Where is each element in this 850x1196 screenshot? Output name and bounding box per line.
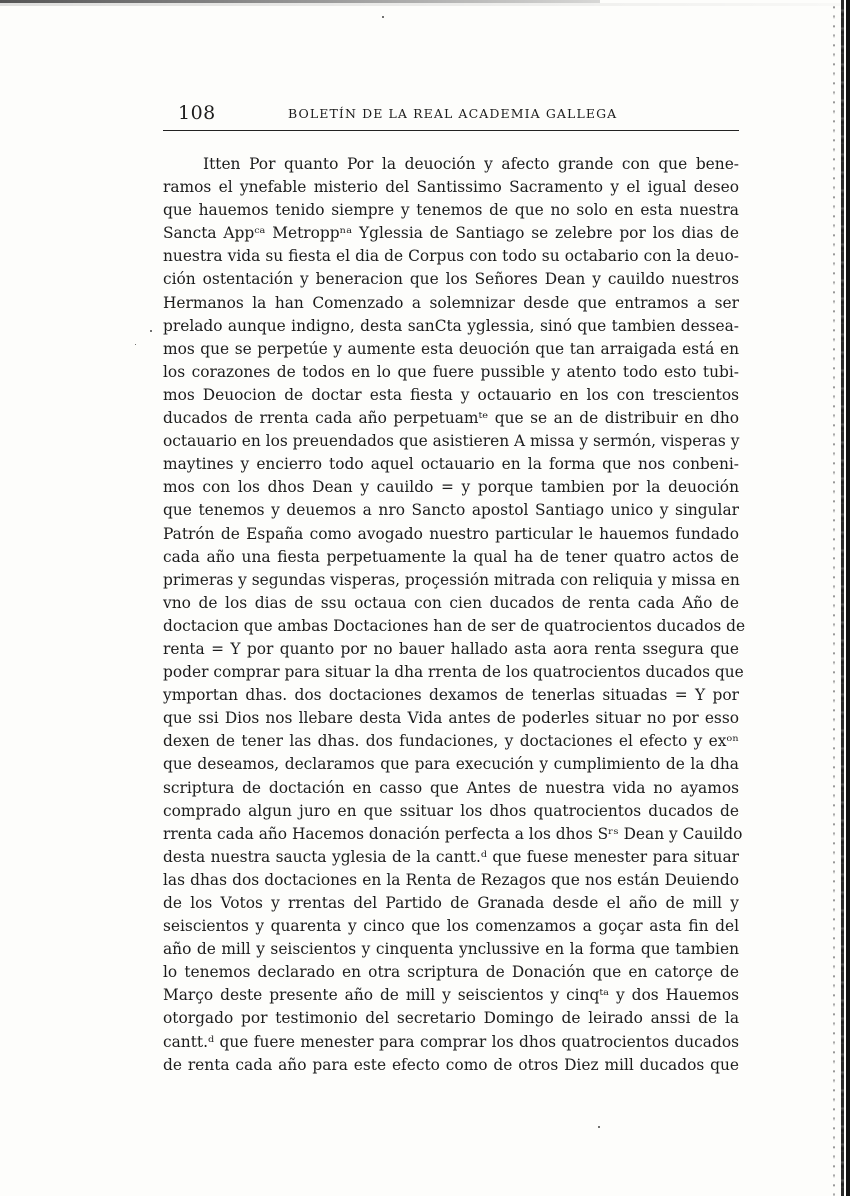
text-line: de renta cada año para este efecto como de otros Diez mill ducados que: [163, 1055, 739, 1074]
text-line: otorgado por testimonio del secretario Domingo de leirado anssi de la: [163, 1009, 739, 1028]
text-line: de los Votos y rrentas del Partido de Granada desde el año de mill y: [163, 894, 739, 912]
text-line: renta = Y por quanto por no bauer hallado asta aora renta ssegura que: [163, 639, 739, 658]
page-number: 108: [178, 102, 216, 124]
binding-outer-edge: [846, 0, 850, 1196]
text-line: las dhas dos doctaciones en la Renta de Rezagos que nos están Deuiendo: [163, 870, 739, 889]
text-line: comprado algun juro en que ssituar los dhos quatrocientos ducados de: [163, 801, 739, 820]
scan-speck: [598, 1126, 600, 1128]
page-top-shadow: [0, 3, 840, 6]
scan-speck: [135, 344, 136, 345]
text-line: que tenemos y deuemos a nro Sancto apostol Santiago unico y singular: [163, 501, 739, 520]
text-line: mos que se perpetúe y aumente esta deuoción que tan arraigada está en: [163, 339, 739, 358]
binding-stitch-line: [841, 0, 844, 1196]
text-line: cantt.ᵈ que fuere menester para comprar los dhos quatrocientos ducados: [163, 1032, 739, 1051]
page-header: [163, 100, 739, 131]
text-line: Hermanos la han Comenzado a solemnizar desde que entramos a ser: [163, 293, 739, 312]
text-line: nuestra vida su fiesta el dia de Corpus con todo su octabario con la deuo-: [163, 247, 739, 266]
text-line: Março deste presente año de mill y seiscientos y cinqᵗᵃ y dos Hauemos: [163, 986, 739, 1005]
text-line: doctacion que ambas Doctaciones han de ser de quatrocientos ducados de: [163, 616, 746, 635]
running-title: BOLETÍN DE LA REAL ACADEMIA GALLEGA: [288, 106, 618, 121]
scan-speck: [382, 16, 384, 18]
text-line: Patrón de España como avogado nuestro particular le hauemos fundado: [163, 524, 739, 543]
text-line: ducados de rrenta cada año perpetuamᵗᵉ que se an de distribuir en dho: [163, 409, 739, 428]
text-line: seiscientos y quarenta y cinco que los comenzamos a goçar asta fin del: [163, 917, 739, 936]
text-line: rrenta cada año Hacemos donación perfecta a los dhos Sʳˢ Dean y Cauildo: [163, 824, 743, 843]
text-line: que deseamos, declaramos que para execución y cumplimiento de la dha: [163, 755, 739, 774]
text-line: ymportan dhas. dos doctaciones dexamos de tenerlas situadas = Y por: [163, 686, 739, 705]
document-body: [163, 153, 746, 1077]
text-line: poder comprar para situar la dha rrenta de los quatrocientos ducados que: [163, 663, 744, 682]
book-binding-edge: [828, 0, 850, 1196]
text-line: ción ostentación y beneracion que los Señores Dean y cauildo nuestros: [163, 270, 739, 289]
text-line: año de mill y seiscientos y cinquenta ynclussive en la forma que tambien: [163, 940, 739, 959]
text-line: desta nuestra saucta yglesia de la cantt.ᵈ que fuese menester para situar: [163, 847, 739, 866]
text-line: dexen de tener las dhas. dos fundaciones, y doctaciones el efecto y exᵒⁿ: [163, 732, 739, 751]
text-line: mos Deuocion de doctar esta fiesta y octauario en los con trescientos: [163, 385, 739, 404]
text-line: lo tenemos declarado en otra scriptura de Donación que en catorçe de: [163, 963, 739, 982]
text-line: prelado aunque indigno, desta sanCta yglessia, sinó que tambien dessea-: [163, 316, 739, 335]
text-line: Sancta Appᶜᵃ Metroppⁿᵃ Yglessia de Santiago se zelebre por los dias de: [163, 224, 739, 243]
text-line: Itten Por quanto Por la deuoción y afecto grande con que bene-: [203, 155, 739, 173]
text-line: mos con los dhos Dean y cauildo = y porque tambien por la deuoción: [163, 478, 739, 497]
scan-speck: [150, 330, 152, 332]
text-line: vno de los dias de ssu octaua con cien ducados de renta cada Año de: [163, 593, 739, 612]
text-line: los corazones de todos en lo que fuere pussible y atento todo esto tubi-: [163, 362, 739, 381]
text-line: octauario en los preuendados que asistieren A missa y sermón, visperas y: [163, 432, 740, 451]
text-line: scriptura de doctación en casso que Antes de nuestra vida no ayamos: [163, 778, 739, 797]
text-line: ramos el ynefable misterio del Santissimo Sacramento y el igual deseo: [163, 178, 739, 197]
text-line: que hauemos tenido siempre y tenemos de que no solo en esta nuestra: [163, 201, 739, 220]
text-line: cada año una fiesta perpetuamente la qual ha de tener quatro actos de: [163, 547, 739, 566]
text-line: primeras y segundas visperas, proçessión mitrada con reliquia y missa en: [163, 570, 740, 589]
text-line: que ssi Dios nos llebare desta Vida antes de poderles situar no por esso: [163, 709, 739, 728]
text-line: maytines y encierro todo aquel octauario en la forma que nos conbeni-: [163, 455, 739, 474]
binding-shadow-line: [833, 0, 835, 1196]
